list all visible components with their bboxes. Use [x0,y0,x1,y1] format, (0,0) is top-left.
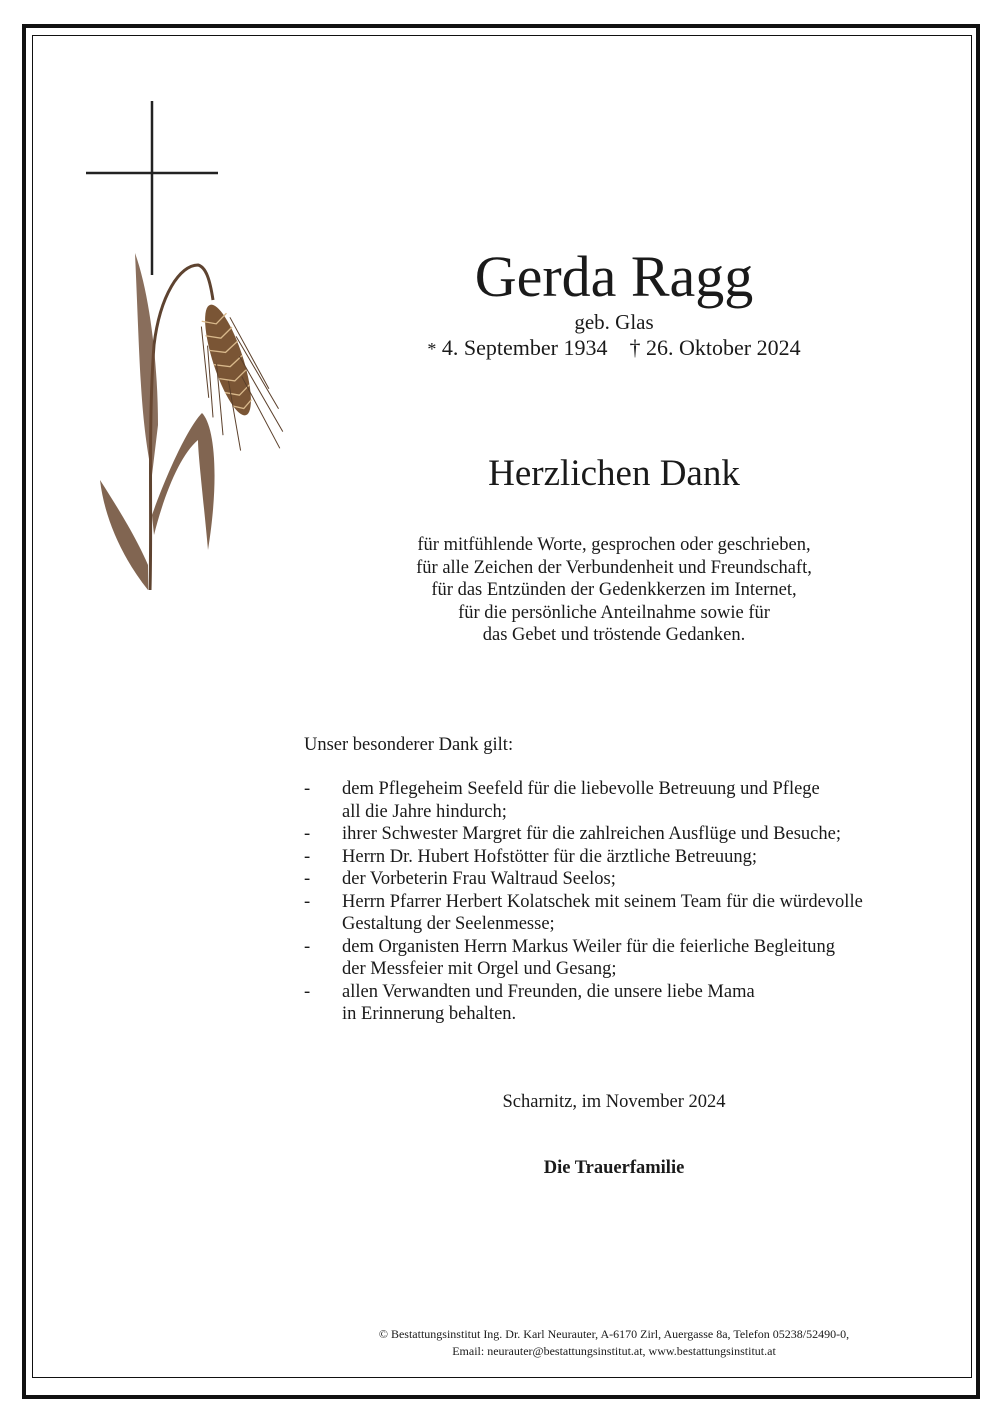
birth-date: 4. September 1934 [441,335,608,360]
list-item [304,981,944,1026]
list-dash: - [304,869,311,889]
list-item-line: dem Pflegeheim Seefeld für die liebevolle Betreuung und Pflege [342,779,820,799]
list-item-line: Herrn Pfarrer Herbert Kolatschek mit seinem Team für die würdevolle [342,891,863,912]
list-dash: - [304,981,311,1002]
birth-star-icon: * [427,339,437,359]
thanks-line: für die persönliche Anteilnahme sowie für [458,602,770,623]
footer-line: Email: neurauter@bestattungsinstitut.at, www.bestattungsinstitut.at [452,1344,776,1358]
cross-with-wheat-icon [80,95,290,605]
list-item-line: in Erinnerung behalten. [342,1004,517,1024]
list-dash: - [304,891,311,912]
footer-line: © Bestattungsinstitut Ing. Dr. Karl Neurauter, A-6170 Zirl, Auergasse 8a, Telefon 05238/52490-0, [378,1327,850,1341]
deceased-name: Gerda Ragg [474,244,754,309]
death-cross-icon: † [629,335,641,360]
thanks-text [330,534,898,647]
list-item-line: Gestaltung der Seelenmesse; [342,914,555,934]
life-dates [330,334,898,363]
list-item-line: dem Organisten Herrn Markus Weiler für die feierliche Begleitung [342,936,836,957]
signoff: Die Trauerfamilie [543,1158,685,1178]
thanks-line: das Gebet und tröstende Gedanken. [482,625,746,645]
thanks-line: für mitfühlende Worte, gesprochen oder geschrieben, [417,535,811,555]
list-item-line: der Messfeier mit Orgel und Gesang; [342,959,617,979]
list-dash: - [304,824,311,844]
list-item-line: all die Jahre hindurch; [342,801,507,822]
list-item [304,891,944,936]
list-item-line: der Vorbeterin Frau Waltraud Seelos; [342,869,616,889]
list-dash: - [304,936,311,957]
maiden-name: geb. Glas [574,310,654,334]
list-item-line: ihrer Schwester Margret für die zahlreichen Ausflüge und Besuche; [342,824,841,844]
list-item-line: allen Verwandten und Freunden, die unsere liebe Mama [342,981,755,1002]
special-thanks-list [304,778,944,1026]
thanks-heading: Herzlichen Dank [488,453,740,494]
list-item [304,778,944,823]
list-item [304,868,944,891]
list-item [304,823,944,846]
footer [200,1326,1000,1360]
list-item [304,936,944,981]
list-dash: - [304,779,311,799]
list-item-line: Herrn Dr. Hubert Hofstötter für die ärztliche Betreuung; [342,846,758,867]
list-dash: - [304,846,311,867]
special-thanks-intro: Unser besonderer Dank gilt: [304,735,514,755]
list-item [304,846,944,869]
death-date: 26. Oktober 2024 [646,335,801,360]
thanks-line: für alle Zeichen der Verbundenheit und Freundschaft, [416,557,812,578]
thanks-line: für das Entzünden der Gedenkkerzen im Internet, [431,580,797,600]
place-date: Scharnitz, im November 2024 [502,1092,726,1112]
